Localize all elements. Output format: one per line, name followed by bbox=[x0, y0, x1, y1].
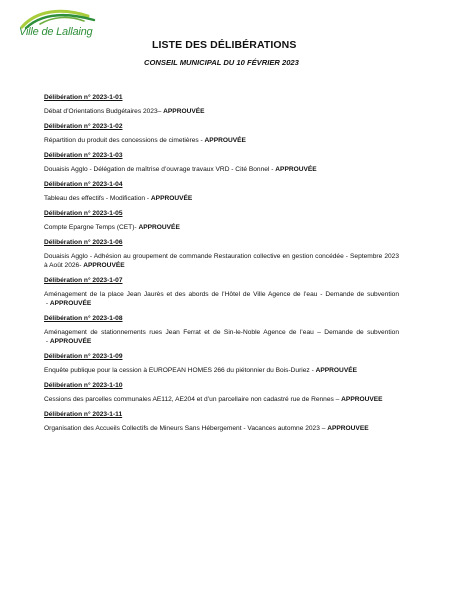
page-subtitle: CONSEIL MUNICIPAL DU 10 FÉVRIER 2023 bbox=[144, 58, 299, 67]
deliberation-separator: - bbox=[79, 262, 84, 269]
deliberation-text bbox=[44, 107, 399, 116]
deliberation-subject: Organisation des Accueils Collectifs de Mineurs Sans Hébergement - Vacances automne 2023 – bbox=[44, 425, 326, 432]
deliberation-item bbox=[44, 123, 399, 145]
deliberation-separator: - bbox=[145, 195, 151, 202]
deliberation-item bbox=[44, 353, 399, 375]
deliberation-number: Délibération n° 2023-1-07 bbox=[44, 277, 123, 284]
deliberation-item bbox=[44, 152, 399, 174]
deliberation-text bbox=[44, 328, 399, 346]
deliberation-number: Délibération n° 2023-1-08 bbox=[44, 315, 123, 322]
deliberation-subject: Cessions des parcelles communales AE112, AE204 et d’un parcellaire non cadastré rue de Rennes – bbox=[44, 396, 340, 403]
deliberation-status: APPROUVEE bbox=[327, 425, 369, 432]
deliberation-number: Délibération n° 2023-1-03 bbox=[44, 152, 123, 159]
deliberation-item bbox=[44, 382, 399, 404]
deliberation-separator: - bbox=[198, 137, 205, 144]
deliberation-text bbox=[44, 223, 399, 232]
deliberation-number: Délibération n° 2023-1-01 bbox=[44, 94, 123, 101]
deliberation-list bbox=[44, 94, 399, 433]
deliberation-item bbox=[44, 315, 399, 346]
deliberation-text bbox=[44, 290, 399, 308]
deliberation-status: APPROUVEE bbox=[341, 396, 383, 403]
deliberation-item bbox=[44, 94, 399, 116]
deliberation-text bbox=[44, 424, 399, 433]
deliberation-subject: Enquête publique pour la cession à EUROPEAN HOMES 266 du piétonnier du Bois-Duriez bbox=[44, 367, 310, 374]
deliberation-subject: Débat d’Orientations Budgétaires 2023 bbox=[44, 108, 158, 115]
deliberation-item bbox=[44, 239, 399, 270]
deliberation-item bbox=[44, 210, 399, 232]
deliberation-subject: Aménagement de stationnements rues Jean Ferrat et de Sin-le-Noble Agence de l’eau – Demande de subvention bbox=[44, 329, 399, 336]
deliberation-number: Délibération n° 2023-1-06 bbox=[44, 239, 123, 246]
deliberation-number: Délibération n° 2023-1-04 bbox=[44, 181, 123, 188]
deliberation-number: Délibération n° 2023-1-09 bbox=[44, 353, 123, 360]
deliberation-text bbox=[44, 366, 399, 375]
deliberation-number: Délibération n° 2023-1-02 bbox=[44, 123, 123, 130]
deliberation-status: APPROUVÉE bbox=[83, 262, 125, 269]
deliberation-status: APPROUVÉE bbox=[49, 300, 92, 307]
deliberation-number: Délibération n° 2023-1-11 bbox=[44, 411, 123, 418]
deliberation-separator: - bbox=[269, 166, 276, 173]
deliberation-status: APPROUVÉE bbox=[49, 338, 92, 345]
deliberation-text bbox=[44, 395, 399, 404]
deliberation-subject: Douaisis Agglo - Délégation de maîtrise d’ouvrage travaux VRD - Cité Bonnel bbox=[44, 166, 270, 173]
page-title: LISTE DES DÉLIBÉRATIONS bbox=[152, 39, 297, 51]
logo-text: Ville de Lallaing bbox=[19, 26, 93, 38]
deliberation-text bbox=[44, 252, 399, 270]
deliberation-separator: - bbox=[134, 224, 139, 231]
deliberation-separator: - bbox=[44, 300, 50, 307]
deliberation-status: APPROUVÉE bbox=[163, 108, 205, 115]
deliberation-item bbox=[44, 411, 399, 433]
deliberation-item bbox=[44, 181, 399, 203]
deliberation-status: APPROUVÉE bbox=[275, 166, 317, 173]
deliberation-subject: Répartition du produit des concessions de cimetières bbox=[44, 137, 199, 144]
deliberation-status: APPROUVÉE bbox=[150, 195, 193, 202]
deliberation-number: Délibération n° 2023-1-05 bbox=[44, 210, 123, 217]
deliberation-item bbox=[44, 277, 399, 308]
deliberation-text bbox=[44, 165, 399, 174]
deliberation-status: APPROUVÉE bbox=[138, 224, 180, 231]
deliberation-status: APPROUVÉE bbox=[204, 137, 246, 144]
town-logo bbox=[18, 6, 100, 42]
deliberation-text bbox=[44, 136, 399, 145]
deliberation-subject: Tableau des effectifs - Modification bbox=[44, 195, 146, 202]
deliberation-subject: Douaisis Agglo - Adhésion au groupement de commande Restauration collective en gestion concédée - Septembre 2023 à Août 2026 bbox=[44, 253, 399, 269]
deliberation-separator: – bbox=[157, 108, 164, 115]
deliberation-subject: Compte Epargne Temps (CET) bbox=[44, 224, 135, 231]
deliberation-status: APPROUVÉE bbox=[315, 367, 358, 374]
deliberation-separator: - bbox=[309, 367, 316, 374]
deliberation-number: Délibération n° 2023-1-10 bbox=[44, 382, 123, 389]
deliberation-subject: Aménagement de la place Jean Jaurès et des abords de l’Hôtel de Ville Agence de l’eau - Demande de subvention bbox=[44, 291, 399, 298]
deliberation-text bbox=[44, 194, 399, 203]
deliberation-separator: - bbox=[44, 338, 50, 345]
